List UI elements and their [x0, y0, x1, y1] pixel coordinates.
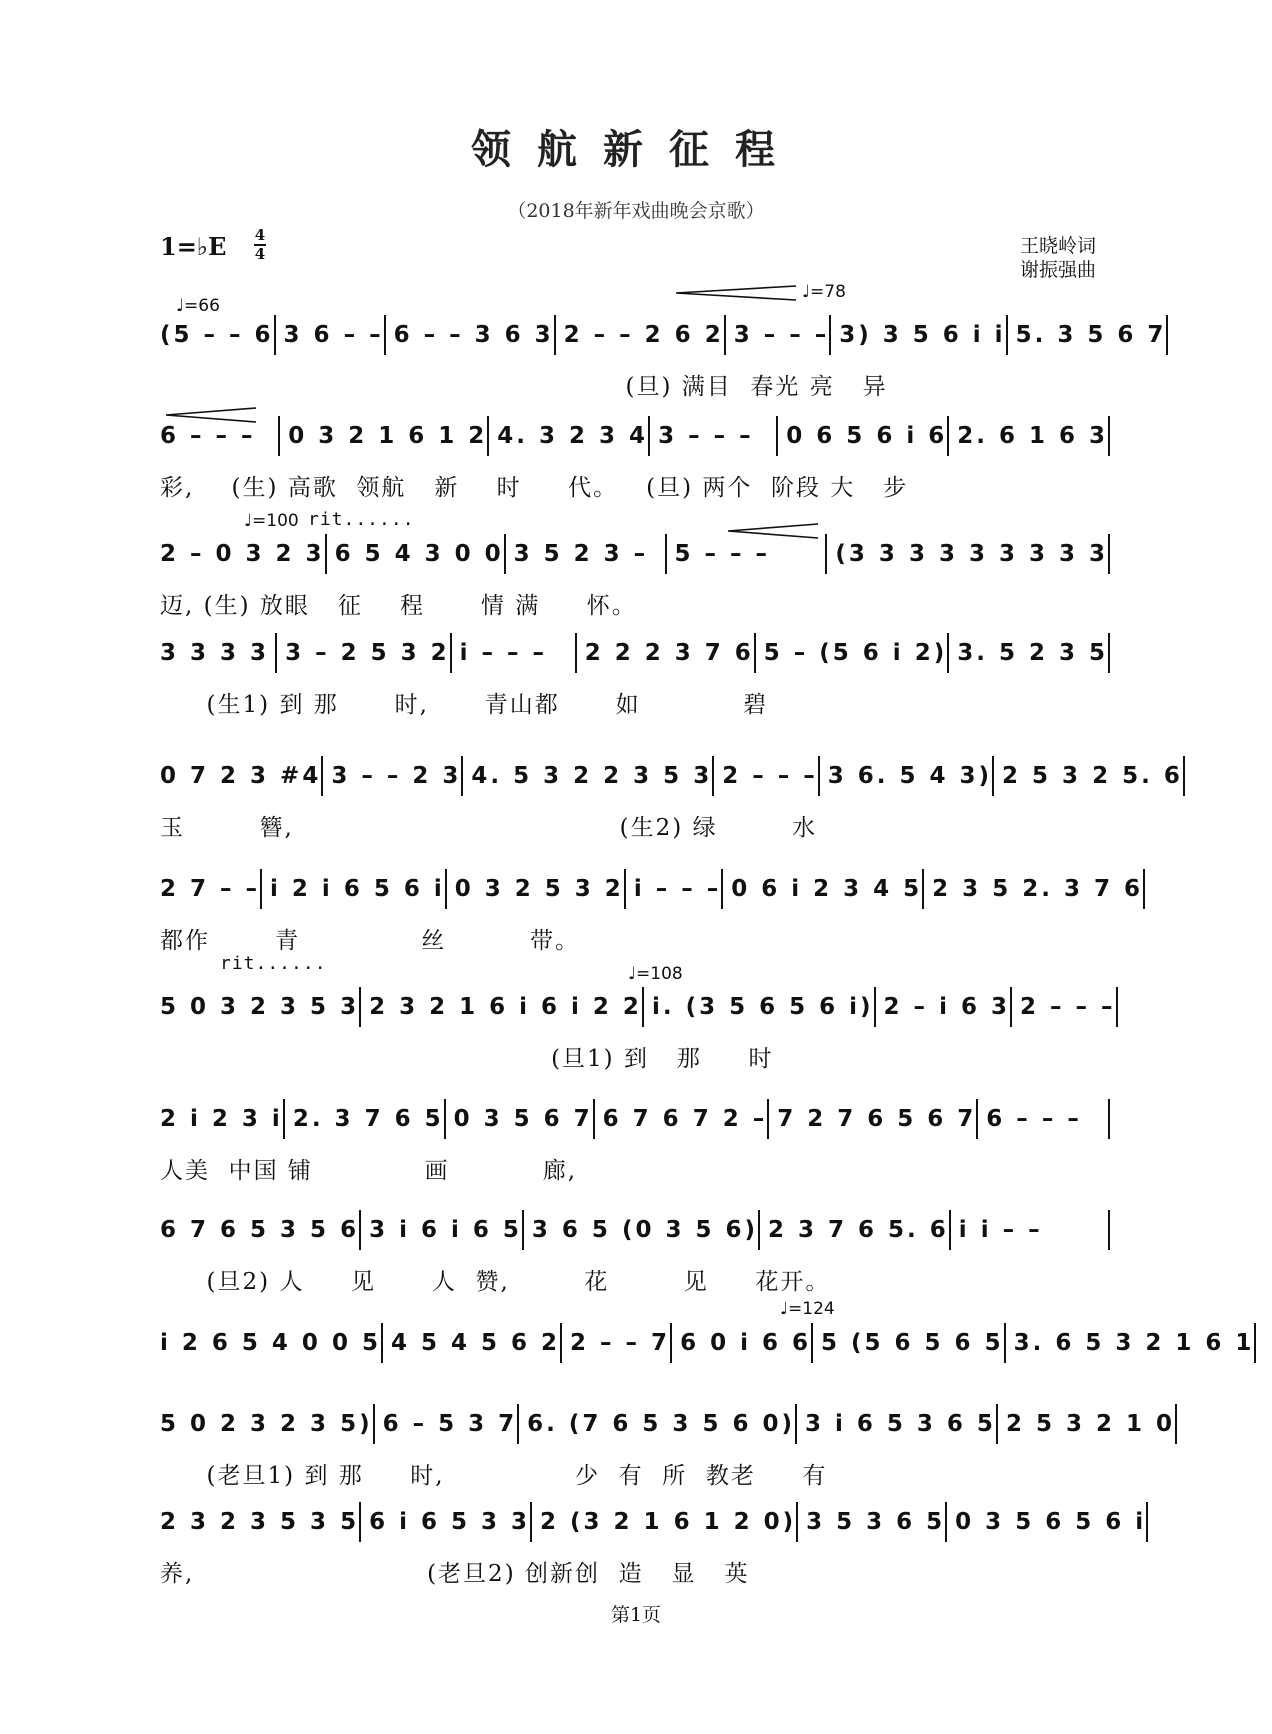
measure: 3 i 6 i 6 5	[369, 1217, 522, 1243]
measure: 3 6 5 (0 3 5 6)	[531, 1217, 758, 1243]
lyricist: 王晓岭词	[1019, 235, 1096, 257]
measure: 2 – – –	[722, 763, 818, 789]
key-signature: 1=♭E	[160, 232, 227, 261]
measure: 2 i 2 3 i	[160, 1106, 283, 1132]
measure: 6 0 i 6 6	[680, 1330, 811, 1356]
measure: 6 – – –	[986, 1106, 1082, 1132]
lyric-line: (旦2) 人 见 人 赞, 花 见 花开。	[160, 1269, 831, 1295]
measure: i 2 6 5 4 0 0 5	[160, 1330, 381, 1356]
lyric-line: 迈, (生) 放眼 征 程 情 满 怀。	[160, 593, 637, 619]
notes-line	[160, 636, 1110, 670]
score-row	[160, 1407, 1175, 1489]
credits	[1020, 234, 1096, 282]
measure: 2 – – 2 6 2	[563, 322, 724, 348]
measure: i 2 i 6 5 6 i	[270, 876, 445, 902]
bar-line	[1108, 416, 1110, 456]
measure: 2 3 5 2. 3 7 6	[932, 876, 1143, 902]
score-row	[160, 1326, 1255, 1360]
bar-line	[1143, 869, 1145, 909]
bar-line	[1108, 633, 1110, 673]
score-row	[160, 990, 1116, 1072]
measure: 6 – – –	[160, 423, 256, 449]
time-signature-top: 4	[254, 226, 266, 244]
notes-line	[160, 1213, 1110, 1247]
tempo-mark: ♩=100	[244, 511, 299, 531]
measure: 3) 3 5 6 i i	[839, 322, 1006, 348]
measure: 3 3 3 3	[160, 640, 270, 666]
measure: 3 5 2 3 –	[513, 541, 649, 567]
notes-line	[160, 872, 1143, 906]
measure: 2. 3 7 6 5	[292, 1106, 444, 1132]
crescendo-hairpin	[728, 524, 818, 538]
measure: 2 (3 2 1 6 1 2 0)	[540, 1509, 797, 1535]
notes-line	[160, 537, 1110, 571]
lyric-line: 养, (老旦2) 创新创 造 显 英	[160, 1561, 750, 1587]
measure: 6 7 6 7 2 –	[602, 1106, 768, 1132]
measure: 3 6. 5 4 3)	[827, 763, 993, 789]
measure: 6 5 4 3 0 0	[334, 541, 504, 567]
lyric-line: 都作 青 丝 带。	[160, 928, 581, 954]
measure: 5 – – –	[674, 541, 771, 567]
score-row	[160, 1505, 1147, 1587]
composer: 谢振强曲	[1019, 259, 1096, 281]
measure: 3 – – –	[658, 423, 754, 449]
measure: 0 6 i 2 3 4 5	[731, 876, 923, 902]
measure: 0 3 5 6 7	[453, 1106, 593, 1132]
measure: 3 5 3 6 5	[806, 1509, 946, 1535]
measure: 4 5 4 5 6 2	[390, 1330, 561, 1356]
measure: 2 – 0 3 2 3	[160, 541, 325, 567]
score-row	[160, 636, 1110, 716]
notes-line	[160, 419, 1110, 453]
measure: 3 6 – –	[283, 322, 384, 348]
measure: 6. (7 6 5 3 5 6 0)	[527, 1411, 795, 1437]
rit-mark: rit......	[308, 509, 415, 530]
bar-line	[1146, 1502, 1148, 1542]
notes-line	[160, 1326, 1255, 1360]
lyric-line: (旦) 满目 春光 亮 异	[160, 374, 888, 400]
measure: i – – –	[459, 640, 548, 666]
measure: 2 – i 6 3	[883, 994, 1010, 1020]
measure: 2 2 2 3 7 6	[584, 640, 754, 666]
measure: 3 – 2 5 3 2	[285, 640, 450, 666]
measure: 6 i 6 5 3 3	[369, 1509, 531, 1535]
bar-line	[1254, 1323, 1256, 1363]
time-signature-bottom: 4	[254, 245, 266, 263]
measure: i – – –	[633, 876, 722, 902]
score-row	[160, 1213, 1110, 1293]
crescendo-hairpin	[676, 286, 796, 300]
score-row	[160, 318, 1167, 400]
notes-line	[160, 1505, 1147, 1539]
bar-line	[1108, 1099, 1110, 1139]
measure: 5 – (5 6 i 2)	[763, 640, 948, 666]
notes-line	[160, 318, 1167, 352]
measure: 2. 6 1 6 3	[957, 423, 1109, 449]
measure: 2 3 7 6 5. 6	[768, 1217, 949, 1243]
notes-line	[160, 990, 1116, 1024]
page-number: 第1页	[610, 1604, 662, 1626]
measure: 3. 5 2 3 5	[957, 640, 1109, 666]
bar-line	[1183, 756, 1185, 796]
measure: 4. 5 3 2 2 3 5 3	[471, 763, 713, 789]
notes-line	[160, 1407, 1175, 1441]
bar-line	[1116, 987, 1118, 1027]
rit-mark: rit......	[220, 953, 327, 974]
tempo-mark: ♩=66	[176, 296, 220, 316]
measure: 0 3 2 1 6 1 2	[288, 423, 488, 449]
measure: 2 3 2 3 5 3 5	[160, 1509, 360, 1535]
time-signature	[254, 228, 266, 262]
measure: 0 7 2 3 #4	[160, 763, 322, 789]
measure: 2 5 3 2 5. 6	[1002, 763, 1183, 789]
measure: 2 7 – –	[160, 876, 261, 902]
measure: 4. 3 2 3 4	[497, 423, 649, 449]
score-row	[160, 1102, 1110, 1182]
measure: 5 0 3 2 3 5 3	[160, 994, 360, 1020]
measure: i. (3 5 6 5 6 i)	[651, 994, 874, 1020]
measure: 2 5 3 2 1 0	[1005, 1411, 1175, 1437]
bar-line	[1108, 534, 1110, 574]
tempo-mark: ♩=108	[628, 964, 683, 984]
measure: 2 – – 7	[570, 1330, 671, 1356]
measure: (5 – – 6	[160, 322, 274, 348]
measure: i i – –	[958, 1217, 1043, 1243]
lyric-line: (旦1) 到 那 时	[160, 1046, 774, 1072]
tempo-mark: ♩=78	[802, 282, 846, 302]
song-title: 领航新征程	[471, 126, 801, 173]
measure: 3 – – –	[733, 322, 830, 348]
measure: 3 – – 2 3	[331, 763, 462, 789]
notes-line	[160, 1102, 1110, 1136]
score-row	[160, 872, 1143, 954]
bar-line	[1108, 1210, 1110, 1250]
score-row	[160, 759, 1183, 841]
lyric-line: (生1) 到 那 时, 青山都 如 碧	[160, 692, 769, 718]
measure: 2 3 2 1 6 i 6 i 2 2	[369, 994, 642, 1020]
bar-line	[1175, 1404, 1177, 1444]
measure: 5 0 2 3 2 3 5)	[160, 1411, 373, 1437]
measure: 2 – – –	[1019, 994, 1116, 1020]
measure: (3 3 3 3 3 3 3 3 3	[835, 541, 1109, 567]
measure: 0 6 5 6 i 6	[786, 423, 948, 449]
score-row	[160, 419, 1110, 499]
measure: 5 (5 6 5 6 5	[821, 1330, 1004, 1356]
measure: 3. 6 5 3 2 1 6 1	[1013, 1330, 1255, 1356]
notes-line	[160, 759, 1183, 793]
score-row	[160, 537, 1110, 617]
tempo-mark: ♩=124	[780, 1299, 835, 1319]
lyric-line: 彩, (生) 高歌 领航 新 时 代。 (旦) 两个 阶段 大 步	[160, 475, 909, 501]
lyric-line: 玉 簪, (生2) 绿 水	[160, 815, 818, 841]
measure: 6 – 5 3 7	[382, 1411, 518, 1437]
lyric-line: (老旦1) 到 那 时, 少 有 所 教老 有	[160, 1463, 828, 1489]
measure: 7 2 7 6 5 6 7	[777, 1106, 977, 1132]
song-subtitle: （2018年新年戏曲晚会京歌）	[507, 200, 765, 222]
measure: 6 – – 3 6 3	[393, 322, 554, 348]
bar-line	[1166, 315, 1168, 355]
measure: 0 3 5 6 5 6 i	[955, 1509, 1147, 1535]
measure: 0 3 2 5 3 2	[454, 876, 624, 902]
measure: 5. 3 5 6 7	[1015, 322, 1167, 348]
measure: 3 i 6 5 3 6 5	[804, 1411, 996, 1437]
measure: 6 7 6 5 3 5 6	[160, 1217, 360, 1243]
lyric-line: 人美 中国 铺 画 廊,	[160, 1158, 578, 1184]
